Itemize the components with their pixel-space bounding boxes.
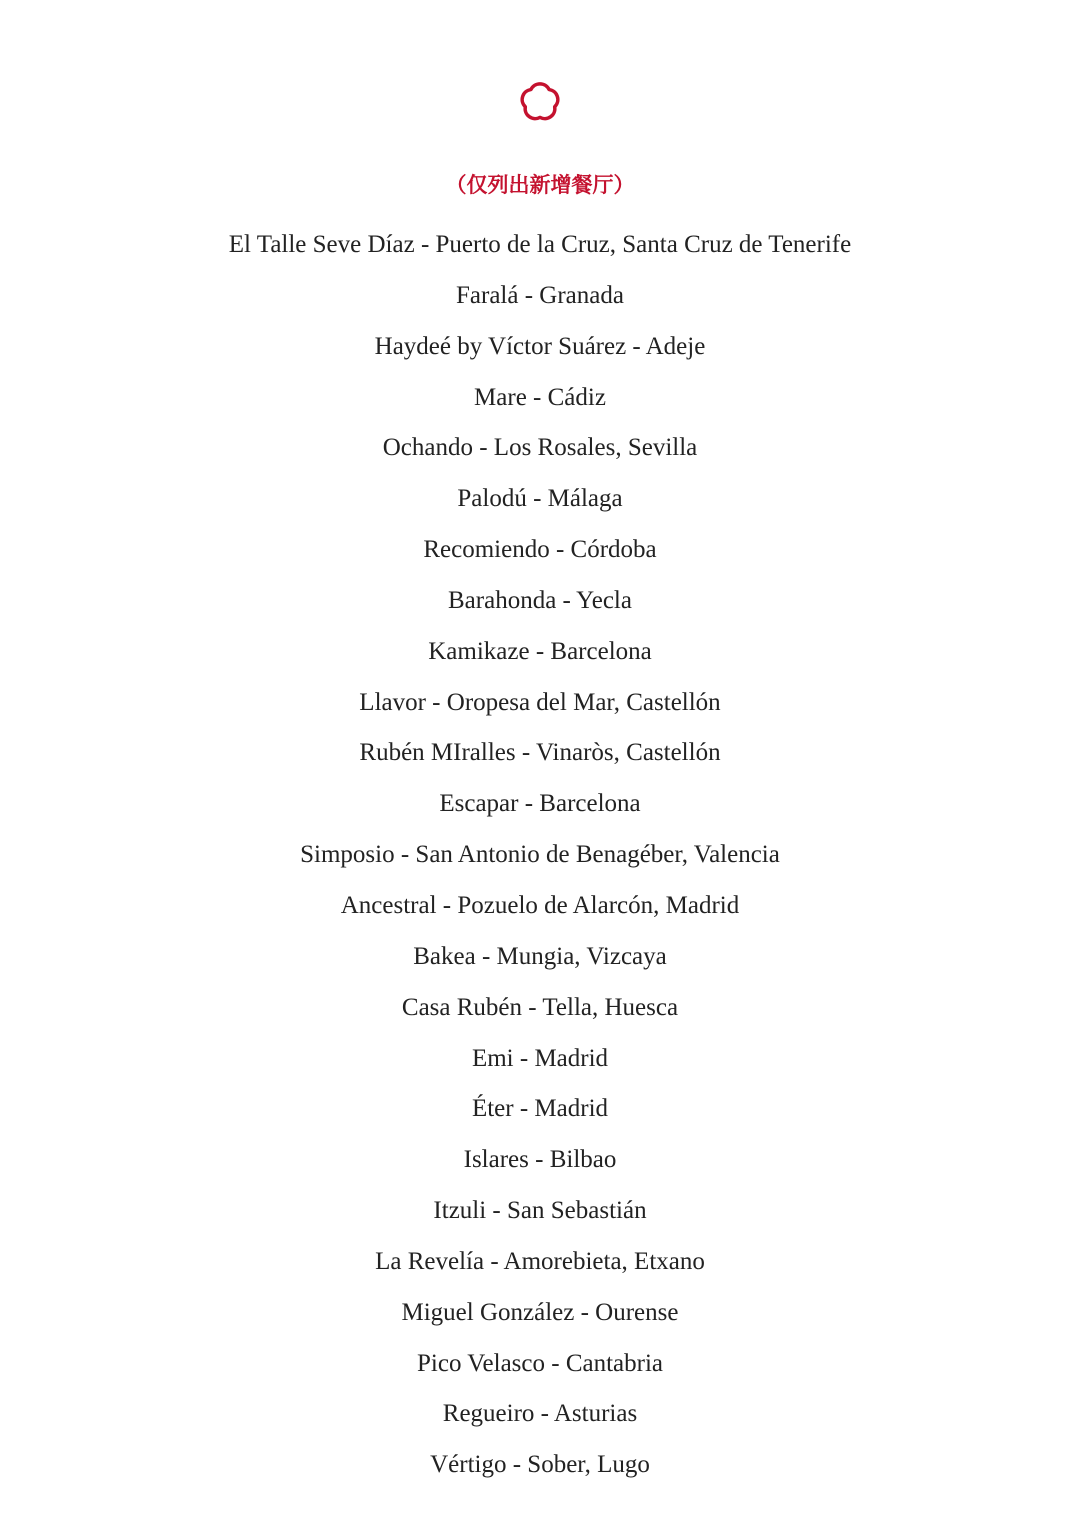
page-subtitle: （仅列出新增餐厅） (445, 172, 635, 197)
list-item: Haydeé by Víctor Suárez - Adeje (374, 332, 706, 360)
list-item: Recomiendo - Córdoba (423, 536, 657, 564)
list-item: Faralá - Granada (456, 281, 624, 309)
list-item: Mare - Cádiz (474, 383, 606, 411)
michelin-star-flower-icon (505, 66, 575, 138)
list-item: Emi - Madrid (471, 1044, 609, 1072)
list-item: La Revelía - Amorebieta, Etxano (375, 1247, 705, 1275)
restaurant-list (0, 228, 1080, 1499)
list-item: Ancestral - Pozuelo de Alarcón, Madrid (340, 891, 740, 919)
list-item: Vértigo - Sober, Lugo (430, 1451, 650, 1479)
list-item: Simposio - San Antonio de Benagéber, Valencia (300, 841, 780, 869)
list-item: Casa Rubén - Tella, Huesca (401, 993, 679, 1021)
list-item: Regueiro - Asturias (442, 1400, 638, 1428)
list-item: Rubén MIralles - Vinaròs, Castellón (359, 739, 721, 767)
list-item: Llavor - Oropesa del Mar, Castellón (359, 688, 721, 716)
list-item: Barahonda - Yecla (448, 586, 632, 614)
list-item: Éter - Madrid (471, 1095, 609, 1123)
list-item: Escapar - Barcelona (439, 790, 641, 818)
list-item: El Talle Seve Díaz - Puerto de la Cruz, Santa Cruz de Tenerife (228, 231, 852, 258)
list-item: Bakea - Mungia, Vizcaya (413, 942, 667, 970)
list-item: Palodú - Málaga (457, 485, 623, 513)
list-item: Kamikaze - Barcelona (428, 637, 652, 665)
list-item: Pico Velasco - Cantabria (417, 1349, 663, 1377)
list-item: Miguel González - Ourense (401, 1298, 679, 1326)
list-item: Itzuli - San Sebastián (433, 1197, 647, 1225)
list-item: Ochando - Los Rosales, Sevilla (382, 434, 698, 462)
list-item: Islares - Bilbao (463, 1146, 617, 1174)
